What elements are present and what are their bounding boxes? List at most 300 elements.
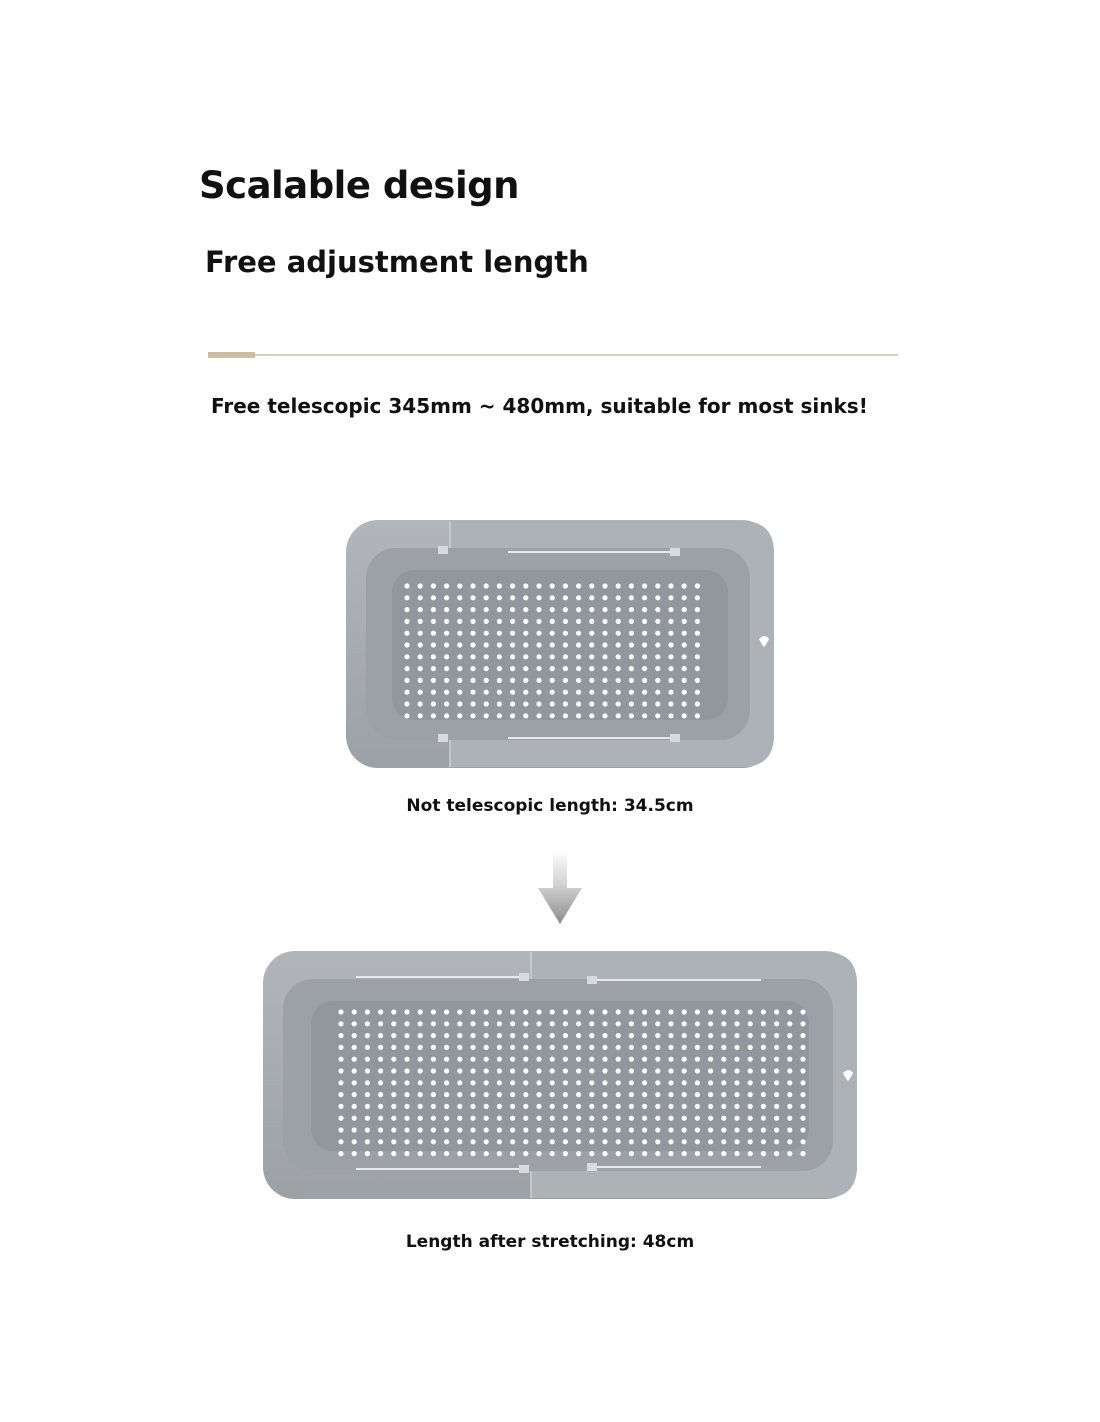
drain-hole (418, 1068, 423, 1073)
drain-hole (431, 1033, 436, 1038)
drain-hole (734, 1045, 739, 1050)
drain-hole (668, 666, 673, 671)
drain-hole (642, 1127, 647, 1132)
drain-hole (668, 701, 673, 706)
drain-hole (668, 1104, 673, 1109)
drain-hole (563, 666, 568, 671)
drain-hole (761, 1021, 766, 1026)
drain-hole (589, 595, 594, 600)
drain-hole (352, 1068, 357, 1073)
drain-hole (563, 1021, 568, 1026)
drain-hole (602, 1116, 607, 1121)
drain-hole (431, 1116, 436, 1121)
drain-hole (589, 1104, 594, 1109)
drain-hole (550, 1080, 555, 1085)
drain-hole (682, 701, 687, 706)
drain-hole (510, 595, 515, 600)
drain-hole (378, 1045, 383, 1050)
drain-hole (497, 1139, 502, 1144)
drain-hole (391, 1151, 396, 1156)
drain-hole (536, 1104, 541, 1109)
drain-hole (404, 701, 409, 706)
drain-hole (787, 1151, 792, 1156)
drain-hole (418, 1127, 423, 1132)
drain-hole (470, 642, 475, 647)
drain-hole (602, 713, 607, 718)
drain-hole (642, 1021, 647, 1026)
drain-hole (708, 1009, 713, 1014)
drain-hole (721, 1009, 726, 1014)
drain-hole (457, 1139, 462, 1144)
drain-hole (352, 1127, 357, 1132)
drain-hole (695, 678, 700, 683)
drain-hole (616, 678, 621, 683)
drain-hole (629, 1045, 634, 1050)
drain-hole (418, 1021, 423, 1026)
drain-hole (576, 1021, 581, 1026)
drain-hole (378, 1068, 383, 1073)
drain-hole (404, 1045, 409, 1050)
drain-hole (642, 1045, 647, 1050)
drain-hole (470, 713, 475, 718)
drain-hole (484, 701, 489, 706)
drain-hole (431, 1009, 436, 1014)
drain-hole (484, 607, 489, 612)
drain-hole (682, 1021, 687, 1026)
drain-hole (404, 583, 409, 588)
drain-hole (616, 1092, 621, 1097)
drain-hole (523, 666, 528, 671)
drain-hole (444, 1009, 449, 1014)
drain-hole (404, 666, 409, 671)
drain-hole (563, 583, 568, 588)
drain-hole (629, 678, 634, 683)
drain-hole (536, 1045, 541, 1050)
drain-hole (642, 1139, 647, 1144)
drain-hole (576, 1057, 581, 1062)
drain-hole (602, 642, 607, 647)
drain-hole (536, 1139, 541, 1144)
drain-hole (589, 1045, 594, 1050)
drain-hole (563, 1033, 568, 1038)
drain-hole (695, 1068, 700, 1073)
drain-hole (418, 1092, 423, 1097)
drain-hole (708, 1033, 713, 1038)
drain-hole (457, 666, 462, 671)
drain-hole (431, 666, 436, 671)
drain-hole (418, 713, 423, 718)
drain-hole (616, 1021, 621, 1026)
drain-hole (523, 607, 528, 612)
drain-hole (748, 1092, 753, 1097)
drain-hole (431, 1080, 436, 1085)
drain-hole (431, 595, 436, 600)
drain-hole (589, 666, 594, 671)
drain-hole (457, 713, 462, 718)
drain-hole (602, 1021, 607, 1026)
drain-hole (721, 1116, 726, 1121)
drain-hole (352, 1021, 357, 1026)
drain-hole (576, 1068, 581, 1073)
drain-hole (444, 1139, 449, 1144)
drain-hole (748, 1057, 753, 1062)
drain-hole (431, 583, 436, 588)
drain-hole (774, 1116, 779, 1121)
drain-hole (550, 1151, 555, 1156)
drain-hole (787, 1127, 792, 1132)
drain-hole (457, 642, 462, 647)
drain-hole (682, 1151, 687, 1156)
drain-hole (734, 1068, 739, 1073)
drain-hole (576, 583, 581, 588)
drain-hole (695, 666, 700, 671)
drain-hole (338, 1116, 343, 1121)
drain-hole (550, 1057, 555, 1062)
drain-hole (523, 1104, 528, 1109)
drain-hole (642, 654, 647, 659)
drain-hole (682, 1139, 687, 1144)
drain-hole (695, 1104, 700, 1109)
drain-hole (550, 1009, 555, 1014)
drain-hole (510, 1068, 515, 1073)
drain-hole (708, 1104, 713, 1109)
drain-hole (655, 1092, 660, 1097)
drain-hole (457, 1080, 462, 1085)
drain-hole (338, 1068, 343, 1073)
drain-hole (444, 642, 449, 647)
drain-hole (523, 701, 528, 706)
drain-hole (444, 1033, 449, 1038)
drain-hole (642, 1009, 647, 1014)
drain-hole (444, 666, 449, 671)
drain-hole (523, 1116, 528, 1121)
drain-hole (602, 690, 607, 695)
drain-hole (800, 1092, 805, 1097)
drain-hole (682, 1033, 687, 1038)
drain-hole (418, 631, 423, 636)
drain-hole (497, 701, 502, 706)
drain-hole (444, 583, 449, 588)
drain-hole (642, 1116, 647, 1121)
drain-hole (563, 1116, 568, 1121)
drain-hole (589, 678, 594, 683)
drain-hole (668, 642, 673, 647)
drain-hole (497, 1116, 502, 1121)
drain-hole (550, 1045, 555, 1050)
drain-hole (602, 654, 607, 659)
drain-hole (668, 619, 673, 624)
drain-hole (576, 666, 581, 671)
drain-hole (484, 631, 489, 636)
drain-hole (536, 1092, 541, 1097)
drain-hole (497, 583, 502, 588)
drain-hole (338, 1151, 343, 1156)
drain-hole (418, 1151, 423, 1156)
drain-hole (431, 654, 436, 659)
drain-hole (616, 1080, 621, 1085)
drain-hole (404, 1021, 409, 1026)
drain-hole (391, 1092, 396, 1097)
drain-hole (444, 1092, 449, 1097)
drain-hole (431, 701, 436, 706)
drain-hole (431, 619, 436, 624)
drain-hole (523, 583, 528, 588)
drain-hole (484, 1057, 489, 1062)
drain-hole (800, 1104, 805, 1109)
drain-hole (431, 1127, 436, 1132)
drain-hole (576, 1009, 581, 1014)
drain-hole (510, 701, 515, 706)
drain-hole (470, 1009, 475, 1014)
drain-hole (774, 1139, 779, 1144)
drain-hole (470, 595, 475, 600)
drain-hole (602, 678, 607, 683)
drain-hole (497, 595, 502, 600)
drain-hole (523, 595, 528, 600)
drain-hole (668, 1021, 673, 1026)
drain-hole (510, 1104, 515, 1109)
drain-hole (774, 1104, 779, 1109)
drain-hole (484, 1021, 489, 1026)
drain-hole (378, 1080, 383, 1085)
drain-hole (616, 1045, 621, 1050)
drain-hole (497, 642, 502, 647)
drain-hole (589, 1033, 594, 1038)
drain-hole (510, 607, 515, 612)
drain-hole (550, 642, 555, 647)
drain-hole (682, 607, 687, 612)
drain-hole (761, 1045, 766, 1050)
drain-hole (484, 1045, 489, 1050)
drain-hole (365, 1151, 370, 1156)
drain-hole (668, 690, 673, 695)
drain-hole (655, 666, 660, 671)
drain-hole (576, 713, 581, 718)
drain-hole (655, 619, 660, 624)
drain-hole (365, 1080, 370, 1085)
drain-hole (457, 1104, 462, 1109)
drain-hole (668, 607, 673, 612)
drain-hole (470, 1139, 475, 1144)
drain-hole (563, 619, 568, 624)
drain-hole (800, 1021, 805, 1026)
drain-hole (484, 619, 489, 624)
drain-hole (576, 595, 581, 600)
drain-hole (563, 654, 568, 659)
drain-hole (695, 1057, 700, 1062)
drain-hole (695, 607, 700, 612)
drain-hole (787, 1021, 792, 1026)
drain-hole (497, 678, 502, 683)
drain-hole (616, 642, 621, 647)
drain-hole (418, 1116, 423, 1121)
drain-hole (563, 1139, 568, 1144)
drain-hole (484, 1151, 489, 1156)
drain-hole (708, 1151, 713, 1156)
extended-basket-image (261, 949, 859, 1201)
drain-hole (404, 607, 409, 612)
drain-hole (510, 1057, 515, 1062)
drain-hole (668, 713, 673, 718)
drain-hole (695, 1021, 700, 1026)
drain-hole (418, 619, 423, 624)
drain-hole (404, 1080, 409, 1085)
drain-hole (510, 666, 515, 671)
drain-hole (695, 1116, 700, 1121)
drain-hole (378, 1139, 383, 1144)
page-subheading: Free adjustment length (205, 245, 589, 279)
drain-hole (338, 1104, 343, 1109)
drain-hole (708, 1021, 713, 1026)
drain-hole (378, 1116, 383, 1121)
drain-hole (602, 607, 607, 612)
drain-hole (431, 1068, 436, 1073)
drain-hole (668, 1009, 673, 1014)
drain-hole (338, 1127, 343, 1132)
drain-hole (352, 1080, 357, 1085)
drain-hole (550, 595, 555, 600)
drain-hole (470, 690, 475, 695)
drain-hole (682, 642, 687, 647)
drain-hole (589, 690, 594, 695)
drain-hole (457, 1127, 462, 1132)
drain-hole (616, 607, 621, 612)
drain-hole (563, 1092, 568, 1097)
drain-hole (536, 631, 541, 636)
drain-hole (800, 1151, 805, 1156)
drain-hole (550, 607, 555, 612)
drain-hole (616, 1116, 621, 1121)
drain-hole (497, 1068, 502, 1073)
drain-hole (589, 654, 594, 659)
drain-hole (444, 701, 449, 706)
drain-hole (418, 1009, 423, 1014)
drain-hole (563, 607, 568, 612)
drain-hole (734, 1021, 739, 1026)
drain-hole (589, 607, 594, 612)
drain-hole (655, 1045, 660, 1050)
drain-hole (563, 1045, 568, 1050)
drain-hole (378, 1104, 383, 1109)
drain-hole (523, 1127, 528, 1132)
drain-hole (536, 1009, 541, 1014)
drain-hole (523, 678, 528, 683)
drain-hole (642, 1092, 647, 1097)
drain-hole (695, 1151, 700, 1156)
drain-hole (668, 1151, 673, 1156)
drain-hole (536, 678, 541, 683)
drain-hole (787, 1009, 792, 1014)
drain-hole (510, 642, 515, 647)
drain-hole (589, 1116, 594, 1121)
drain-hole (682, 595, 687, 600)
drain-hole (444, 690, 449, 695)
drain-hole (721, 1092, 726, 1097)
drain-hole (484, 642, 489, 647)
drain-hole (748, 1009, 753, 1014)
drain-hole (470, 1151, 475, 1156)
drain-hole (616, 1057, 621, 1062)
drain-hole (563, 631, 568, 636)
drain-hole (576, 619, 581, 624)
drain-hole (642, 595, 647, 600)
drain-hole (457, 701, 462, 706)
drain-hole (563, 1127, 568, 1132)
drain-hole (655, 1009, 660, 1014)
drain-hole (748, 1080, 753, 1085)
drain-hole (497, 631, 502, 636)
drain-hole (695, 1092, 700, 1097)
drain-hole (800, 1033, 805, 1038)
drain-hole (563, 1068, 568, 1073)
drain-hole (470, 1033, 475, 1038)
drain-hole (576, 642, 581, 647)
drain-hole (497, 690, 502, 695)
drain-hole (682, 713, 687, 718)
drain-hole (655, 1033, 660, 1038)
drain-hole (708, 1068, 713, 1073)
drain-hole (734, 1092, 739, 1097)
drain-hole (550, 713, 555, 718)
drain-hole (655, 1021, 660, 1026)
drain-hole (734, 1127, 739, 1132)
drain-hole (642, 1068, 647, 1073)
drain-hole (536, 666, 541, 671)
drain-hole (484, 595, 489, 600)
drain-hole (682, 1127, 687, 1132)
drain-hole (470, 1021, 475, 1026)
drain-hole (523, 631, 528, 636)
extended-length-caption: Length after stretching: 48cm (405, 1232, 695, 1252)
drain-hole (418, 678, 423, 683)
drain-hole (550, 631, 555, 636)
drain-hole (431, 713, 436, 718)
drain-hole (550, 1116, 555, 1121)
drain-hole (761, 1104, 766, 1109)
drain-hole (536, 1068, 541, 1073)
drain-hole (457, 654, 462, 659)
drain-hole (457, 583, 462, 588)
drain-hole (602, 1151, 607, 1156)
drain-hole (629, 1151, 634, 1156)
drain-hole (563, 1057, 568, 1062)
drain-hole (761, 1116, 766, 1121)
drain-hole (457, 1045, 462, 1050)
drain-hole (484, 1033, 489, 1038)
drain-hole (550, 619, 555, 624)
drain-hole (365, 1009, 370, 1014)
divider-line (208, 354, 898, 356)
drain-hole (602, 619, 607, 624)
drain-hole (589, 1009, 594, 1014)
drain-hole (378, 1009, 383, 1014)
drain-hole (523, 654, 528, 659)
drain-hole (576, 631, 581, 636)
drain-hole (589, 1151, 594, 1156)
drain-hole (616, 1104, 621, 1109)
drain-hole (748, 1139, 753, 1144)
drain-hole (365, 1033, 370, 1038)
drain-hole (721, 1151, 726, 1156)
drain-hole (484, 1080, 489, 1085)
drain-hole (378, 1057, 383, 1062)
drain-hole (523, 1092, 528, 1097)
drain-hole (589, 583, 594, 588)
drain-hole (602, 1127, 607, 1132)
drain-hole (444, 1021, 449, 1026)
drain-hole (523, 1021, 528, 1026)
drain-hole (761, 1057, 766, 1062)
